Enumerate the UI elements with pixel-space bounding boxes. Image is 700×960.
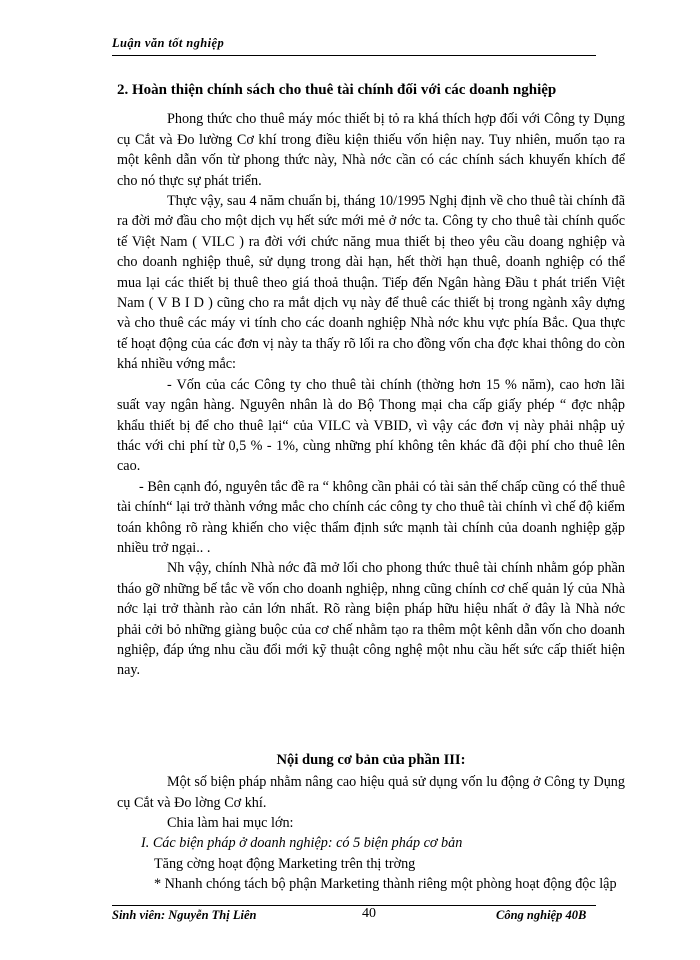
summary-item: I. Các biện pháp ở doanh nghiệp: có 5 biện pháp cơ bản xyxy=(141,835,463,852)
footer-author: Sinh viên: Nguyễn Thị Liên xyxy=(112,908,257,922)
bullet-paragraph: - Bên cạnh đó, nguyên tắc đề ra “ không cần phải có tài sản thế chấp cũng có thể thuê tài chính“ lại trở thành vớng mắc cho chính các công ty cho thuê tài chính vì chế độ kiểm toán không rõ ràng khiến cho việc thẩm định sức mạnh tài chính của doanh nghiệp gặp nhiều trở ngại.. . xyxy=(117,478,625,556)
paragraph: Phong thức cho thuê máy móc thiết bị tỏ ra khá thích hợp đối với Công ty Dụng cụ Cắt và Đo lường Cơ khí trong điều kiện thiếu vốn hiện nay. Tuy nhiên, muốn tạo ra một kênh dẫn vốn từ phong thức này, Nhà nớc cần có các chính sách khuyến khích để cho nó thực sự phát triển. xyxy=(117,111,625,189)
paragraph: Thực vậy, sau 4 năm chuẩn bị, tháng 10/1995 Nghị định về cho thuê tài chính đã ra đời mở đầu cho một dịch vụ hết sức mới mẻ ở nớc ta. Công ty cho thuê tài chính quốc tế Việt Nam ( VILC ) ra đời với chức năng mua thiết bị theo yêu cầu doang nghiệp và cho doanh nghiệp thuê, sử dụng trong dài hạn, hết thời hạn thuê, doanh nghiệp có thể mua lại các thiết bị thuê theo giá thoả thuận. Tiếp đến Ngân hàng Đầu t phát triển Việt Nam ( V B I D ) cũng cho ra mắt dịch vụ này để thuê các thiết bị trong ngành xây dựng và cho thuê các máy vi tính cho các doanh nghiệp Nhà nớc khu vực phía Bắc. Qua thực tế hoạt động của các đơn vị này ta thấy rõ lối ra cho đồng vốn cha đợc khai thông do còn khá nhiều vớng mắc: xyxy=(117,193,625,373)
bullet-paragraph: - Vốn của các Công ty cho thuê tài chính (thờng hơn 15 % năm), cao hơn lãi suất vay ngân hàng. Nguyên nhân là do Bộ Thong mại cha cấp giấy phép “ đợc nhập khẩu thiết bị để cho thuê lại“ của VILC và VBID, vì vậy các đơn vị này phải nhập uỷ thác với chi phí từ 0,5 % - 1%, cùng những phí không tên khác đã đội phí cho thuê lên cao. xyxy=(117,376,625,475)
summary-subitem: Tăng cờng hoạt động Marketing trên thị trờng xyxy=(154,855,416,872)
summary-title: Nội dung cơ bản của phần III: xyxy=(276,751,466,768)
header-divider xyxy=(112,55,596,56)
footer-divider xyxy=(112,905,596,906)
section-heading: 2. Hoàn thiện chính sách cho thuê tài chính đối với các doanh nghiệp xyxy=(117,82,557,98)
page-body xyxy=(117,80,625,895)
footer-class: Công nghiệp 40B xyxy=(496,908,587,922)
closing-paragraph: Nh vậy, chính Nhà nớc đã mở lối cho phong thức thuê tài chính nhằm góp phần tháo gỡ những bế tắc về vốn cho doanh nghiệp, nhng cũng chính cơ chế quản lý của Nhà nớc lại trở thành rào cản lớn nhất. Rõ ràng biện pháp hữu hiệu nhất ở đây là Nhà nớc phải cởi bỏ những giàng buộc của cơ chế nhằm tạo ra thêm một kênh dẫn vốn cho doanh nghiệp, đáp ứng nhu cầu đổi mới kỹ thuật công nghệ một nhu cầu hết sức cấp thiết hiện nay. xyxy=(117,560,625,679)
summary-point: * Nhanh chóng tách bộ phận Marketing thành riêng một phòng hoạt động độc lập xyxy=(154,876,617,893)
page-number: 40 xyxy=(362,906,376,921)
running-header: Luận văn tốt nghiệp xyxy=(112,36,225,50)
summary-intro: Một số biện pháp nhằm nâng cao hiệu quả sử dụng vốn lu động ở Công ty Dụng cụ Cắt và Đo lờng Cơ khí. xyxy=(117,774,625,811)
summary-split: Chia làm hai mục lớn: xyxy=(167,815,294,831)
